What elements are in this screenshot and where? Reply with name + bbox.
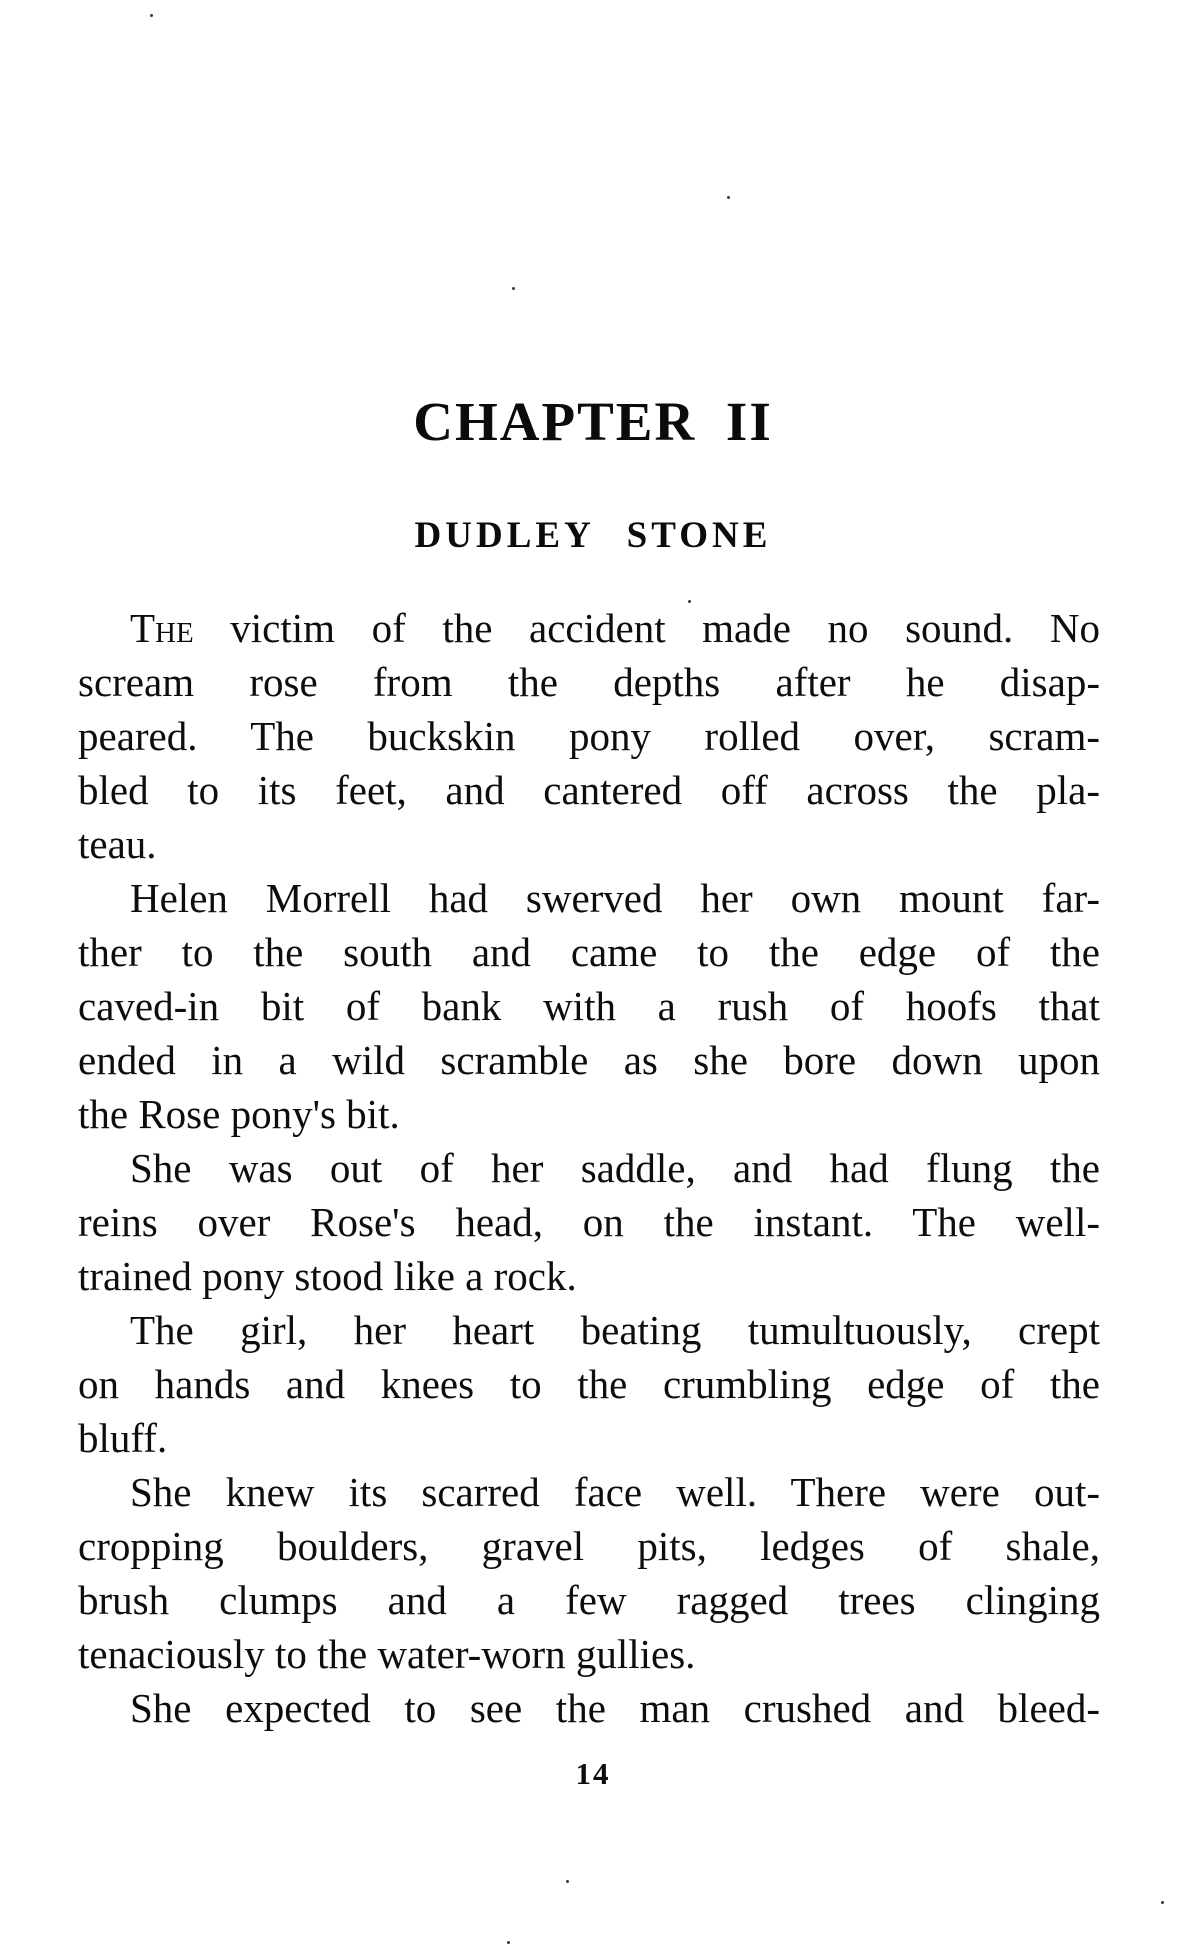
paragraph <box>78 1465 1100 1681</box>
text-line: teau. <box>78 821 157 867</box>
scan-speck <box>688 600 691 603</box>
chapter-subtitle: DUDLEY STONE <box>414 515 772 556</box>
text-line: caved-in bit of bank with a rush of hoofs that <box>78 983 1100 1029</box>
text-line: She knew its scarred face well. There were out- <box>130 1469 1100 1515</box>
paragraph <box>78 871 1100 1141</box>
text-line: The victim of the accident made no sound. No <box>130 605 1100 651</box>
text-line: cropping boulders, gravel pits, ledges of shale, <box>78 1523 1100 1569</box>
text-line: peared. The buckskin pony rolled over, scram- <box>78 713 1100 759</box>
paragraph <box>78 1303 1100 1465</box>
scan-speck <box>507 1941 510 1944</box>
text-line: bled to its feet, and cantered off across the pla- <box>78 767 1100 813</box>
text-line: reins over Rose's head, on the instant. The well- <box>78 1199 1100 1245</box>
scan-speck <box>727 196 730 199</box>
text-line: on hands and knees to the crumbling edge of the <box>78 1361 1100 1407</box>
text-line: brush clumps and a few ragged trees clinging <box>78 1577 1100 1623</box>
text-line: bluff. <box>78 1415 168 1461</box>
scan-speck <box>566 1880 569 1883</box>
text-line: Helen Morrell had swerved her own mount far- <box>130 875 1100 921</box>
page-number: 14 <box>575 1756 611 1791</box>
text-line: the Rose pony's bit. <box>78 1091 400 1137</box>
text-line: The girl, her heart beating tumultuously, crept <box>130 1307 1100 1353</box>
body-text <box>78 601 1100 1735</box>
text-line: ther to the south and came to the edge of the <box>78 929 1100 975</box>
text-line: She was out of her saddle, and had flung the <box>130 1145 1100 1191</box>
text-line: ended in a wild scramble as she bore down upon <box>78 1037 1100 1083</box>
chapter-title: CHAPTER II <box>413 391 773 452</box>
paragraph <box>78 1681 1100 1735</box>
text-line: scream rose from the depths after he disap- <box>78 659 1100 705</box>
smallcaps-lead: The <box>130 605 194 651</box>
scan-speck <box>150 14 153 17</box>
text-line: tenaciously to the water-worn gullies. <box>78 1631 696 1677</box>
scan-speck <box>512 287 515 290</box>
text-line: She expected to see the man crushed and bleed- <box>130 1685 1100 1731</box>
text-line: trained pony stood like a rock. <box>78 1253 577 1299</box>
scan-speck <box>1161 1901 1164 1904</box>
paragraph <box>78 1141 1100 1303</box>
paragraph <box>78 601 1100 871</box>
